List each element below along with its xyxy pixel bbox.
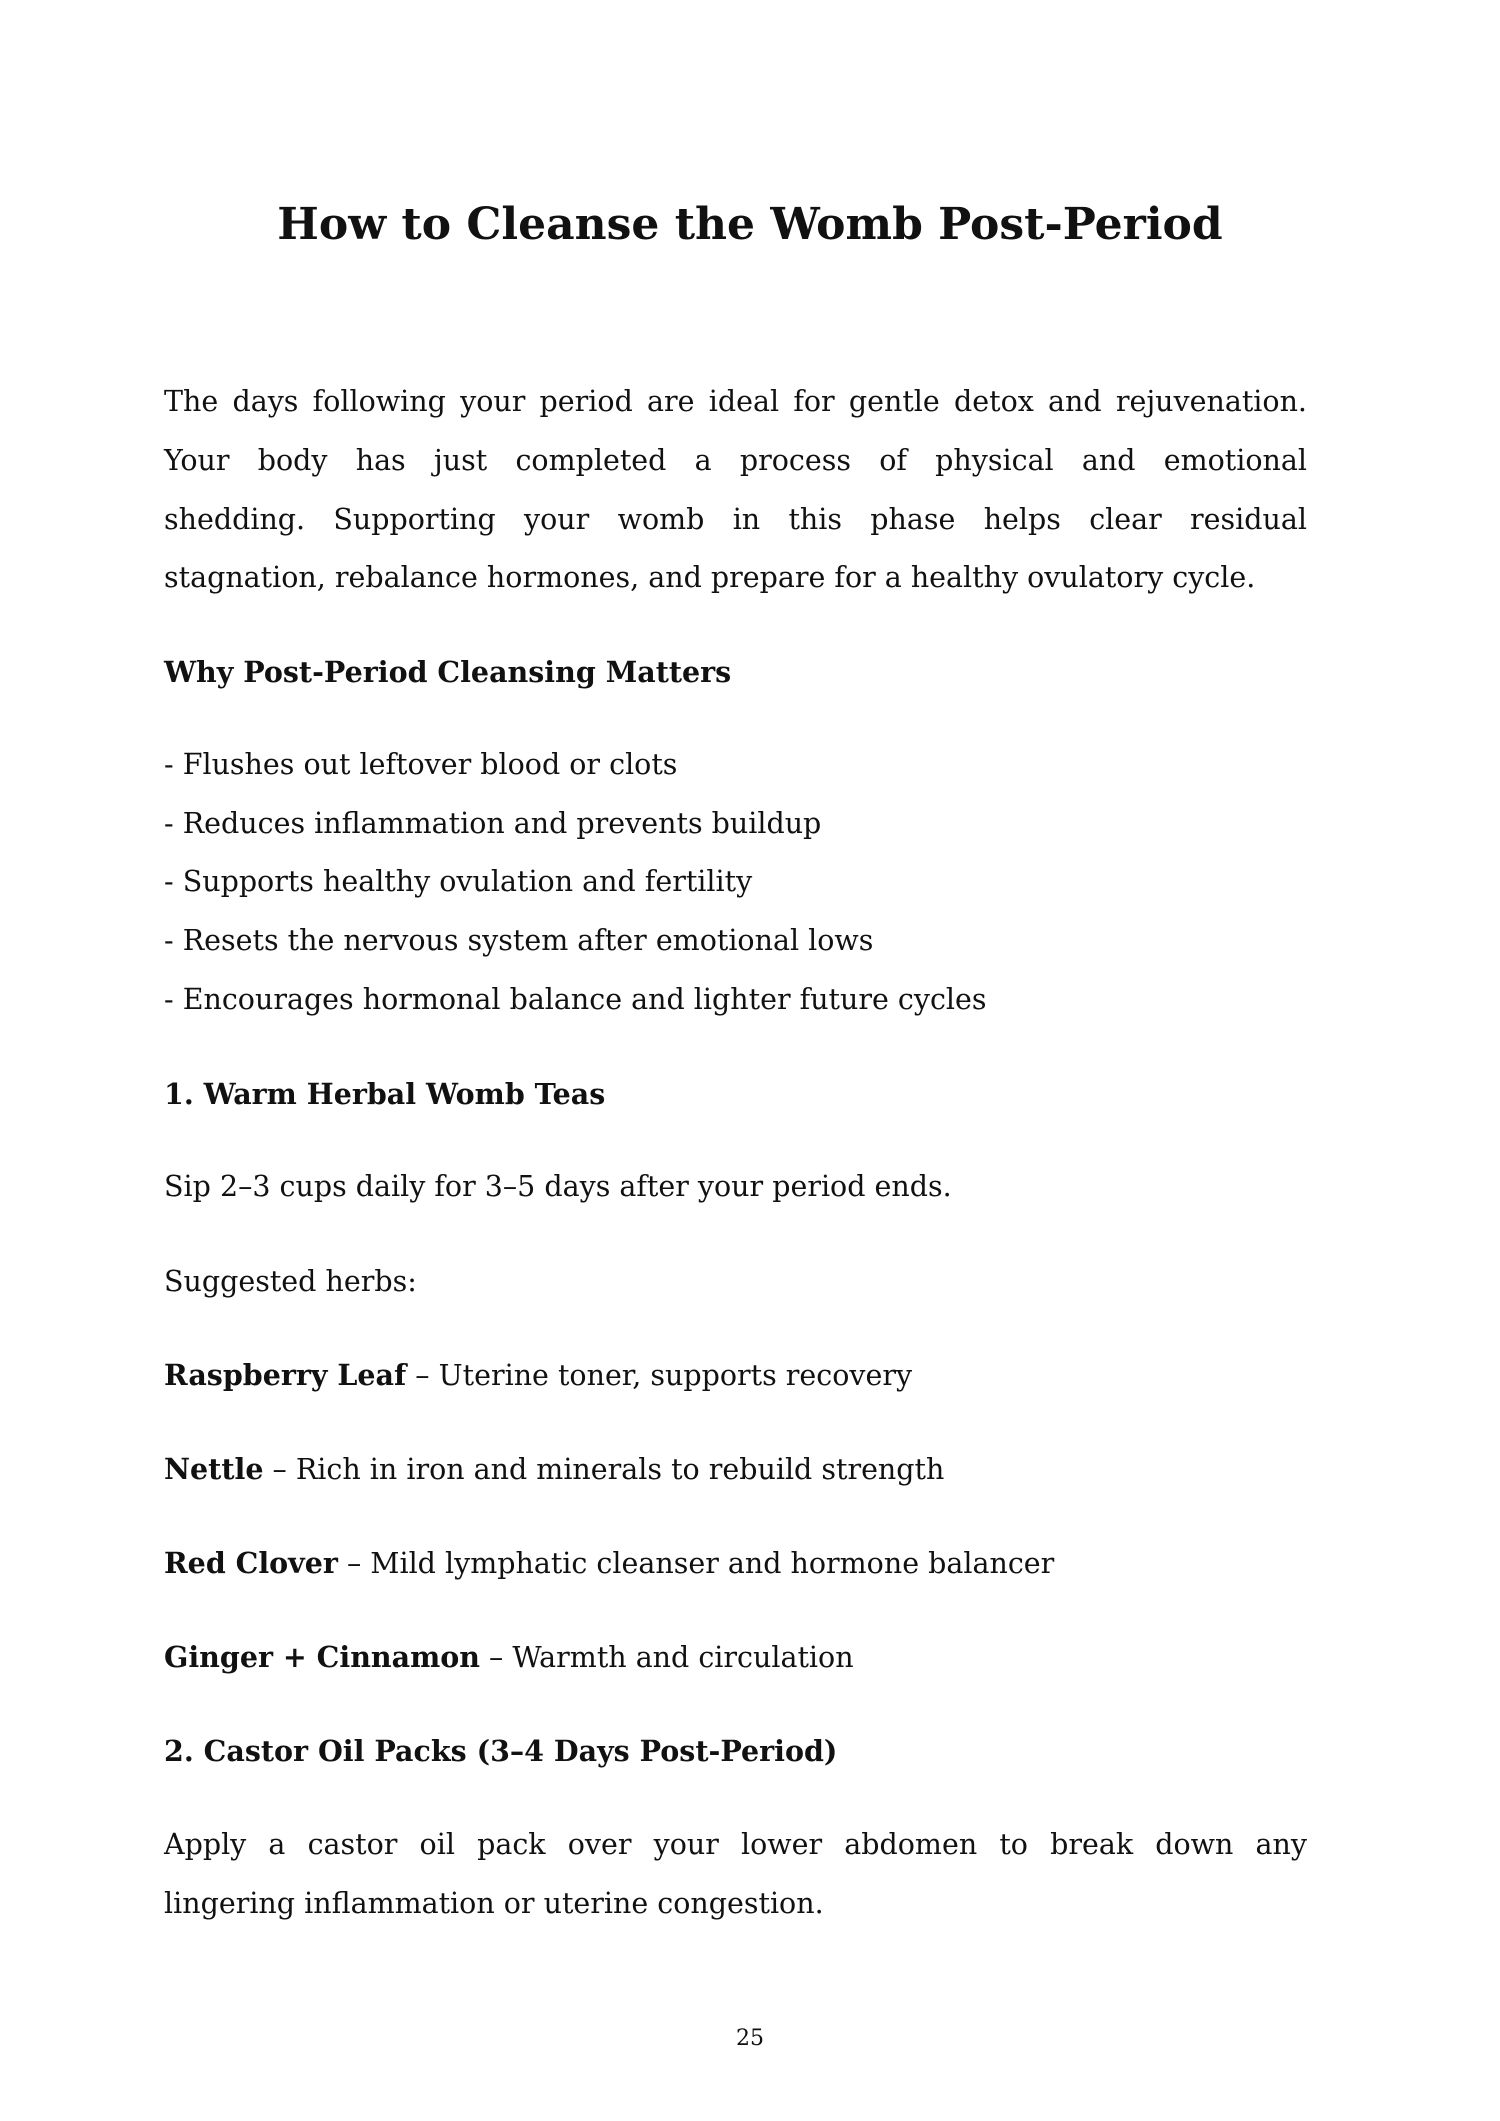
intro-line: Your body has just completed a process of physical and emotional [164,444,1307,477]
herb-name: Raspberry Leaf [164,1358,407,1392]
why-heading: Why Post-Period Cleansing Matters [164,655,732,689]
bullet-item: - Resets the nervous system after emotional lows [164,924,874,957]
bullet-item: - Flushes out leftover blood or clots [164,748,678,781]
intro-line: stagnation, rebalance hormones, and prepare for a healthy ovulatory cycle. [164,561,1256,594]
bullet-item: - Supports healthy ovulation and fertility [164,865,753,898]
herb-item [164,1355,1307,1396]
herb-name: Nettle [164,1452,264,1486]
herb-item [164,1637,1307,1678]
intro-line: shedding. Supporting your womb in this phase helps clear residual [164,503,1307,536]
herb-desc: – Uterine toner, supports recovery [406,1359,913,1392]
page-title: How to Cleanse the Womb Post-Period [277,199,1223,250]
herb-desc: – Warmth and circulation [480,1641,854,1674]
section1-heading: 1. Warm Herbal Womb Teas [164,1077,606,1111]
bullet-item: - Encourages hormonal balance and lighter future cycles [164,983,987,1016]
herb-item [164,1449,1307,1490]
bullet-item: - Reduces inflammation and prevents buildup [164,807,822,840]
herb-name: Ginger + Cinnamon [164,1640,480,1674]
section1-instruction: Sip 2–3 cups daily for 3–5 days after your period ends. [164,1170,952,1203]
section2-line: lingering inflammation or uterine congestion. [164,1887,824,1920]
herbs-label: Suggested herbs: [164,1265,417,1298]
section2-line: Apply a castor oil pack over your lower abdomen to break down any [164,1828,1307,1861]
page-number: 25 [736,2026,764,2051]
herb-item [164,1543,1307,1584]
herb-name: Red Clover [164,1546,338,1580]
herb-desc: – Mild lymphatic cleanser and hormone balancer [337,1547,1055,1580]
section2-heading: 2. Castor Oil Packs (3–4 Days Post-Period) [164,1734,838,1768]
herb-desc: – Rich in iron and minerals to rebuild strength [263,1453,945,1486]
intro-line: The days following your period are ideal for gentle detox and rejuvenation. [164,385,1307,418]
